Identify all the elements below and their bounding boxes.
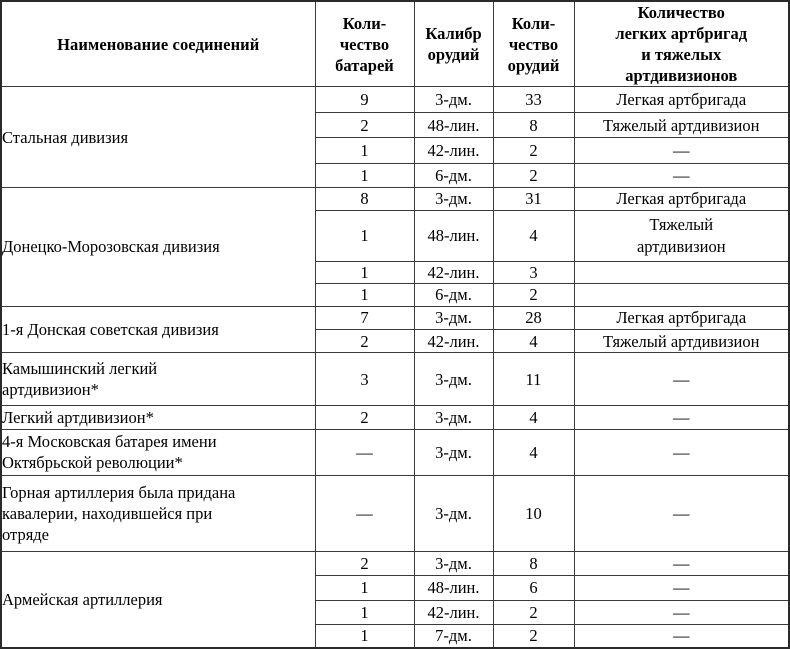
battery-count-cell: 2 [315, 329, 414, 352]
brigade-division-cell: Тяжелый артдивизион [574, 329, 789, 352]
formation-name-cell: 1-я Донская советская дивизия [1, 306, 315, 353]
table-row [1, 476, 789, 551]
column-header-gun-count [493, 1, 574, 87]
caliber-cell: 3-дм. [414, 306, 493, 329]
table-row [1, 406, 789, 429]
table-body [1, 87, 789, 648]
battery-count-cell: 1 [315, 624, 414, 648]
battery-count-cell: 1 [315, 600, 414, 624]
header-line-1: Количество [637, 3, 725, 22]
battery-count-cell: 2 [315, 551, 414, 575]
caliber-cell: 48-лин. [414, 210, 493, 261]
formation-name-cell: Донецко-Морозовская дивизия [1, 188, 315, 306]
brigade-division-cell: — [574, 624, 789, 648]
brigade-division-cell: Легкая артбригада [574, 306, 789, 329]
header-line-1: Калибр [425, 24, 482, 44]
gun-count-cell: 4 [493, 429, 574, 476]
battery-count-cell: 9 [315, 87, 414, 112]
gun-count-cell: 6 [493, 576, 574, 600]
gun-count-cell: 31 [493, 188, 574, 210]
caliber-cell: 3-дм. [414, 406, 493, 429]
formation-name-line: артдивизион* [2, 380, 99, 400]
table-row [1, 429, 789, 476]
header-line-2: легких артбригад [615, 24, 748, 44]
caliber-cell: 3-дм. [414, 188, 493, 210]
battery-count-cell: 1 [315, 576, 414, 600]
column-header-battery-count [315, 1, 414, 87]
caliber-cell: 3-дм. [414, 429, 493, 476]
caliber-cell: 6-дм. [414, 163, 493, 187]
brigade-division-cell: — [574, 353, 789, 406]
battery-count-cell: 1 [315, 138, 414, 163]
formation-name-line: Камышинский легкий [2, 359, 158, 379]
header-line-2: чество [508, 34, 559, 54]
battery-count-cell: — [315, 429, 414, 476]
column-header-formation-name: Наименование соединений [1, 1, 315, 87]
caliber-cell: 6-дм. [414, 284, 493, 306]
battery-count-cell: — [315, 476, 414, 551]
gun-count-cell: 2 [493, 138, 574, 163]
brigade-division-cell: — [574, 576, 789, 600]
brigade-division-cell: — [574, 600, 789, 624]
table-row [1, 551, 789, 575]
brigade-division-cell: Легкая артбригада [574, 188, 789, 210]
gun-count-cell: 28 [493, 306, 574, 329]
table-row [1, 87, 789, 112]
gun-count-cell: 2 [493, 284, 574, 306]
battery-count-cell: 1 [315, 163, 414, 187]
caliber-cell: 42-лин. [414, 138, 493, 163]
gun-count-cell: 33 [493, 87, 574, 112]
gun-count-cell: 4 [493, 210, 574, 261]
caliber-cell: 7-дм. [414, 624, 493, 648]
brigade-division-cell: — [574, 429, 789, 476]
formation-name-line: Октябрьской революции* [2, 453, 183, 473]
caliber-cell: 42-лин. [414, 600, 493, 624]
brigade-division-cell: — [574, 163, 789, 187]
battery-count-cell: 1 [315, 261, 414, 283]
gun-count-cell: 10 [493, 476, 574, 551]
caliber-cell: 3-дм. [414, 476, 493, 551]
gun-count-cell: 8 [493, 551, 574, 575]
brigade-division-cell [574, 210, 789, 261]
column-header-brigades-divisions [574, 1, 789, 87]
formation-name-cell [1, 353, 315, 406]
gun-count-cell: 8 [493, 112, 574, 137]
battery-count-cell: 1 [315, 284, 414, 306]
formation-name-line: кавалерии, находившейся при [2, 503, 213, 523]
brigade-division-cell [574, 284, 789, 306]
battery-count-cell: 2 [315, 112, 414, 137]
caliber-cell: 42-лин. [414, 261, 493, 283]
caliber-cell: 42-лин. [414, 329, 493, 352]
header-line-2: орудий [427, 45, 480, 65]
table-row [1, 306, 789, 329]
formation-name-line: 4-я Московская батарея имени [2, 432, 217, 452]
gun-count-cell: 2 [493, 600, 574, 624]
brigade-division-cell: — [574, 551, 789, 575]
caliber-cell: 3-дм. [414, 87, 493, 112]
gun-count-cell: 11 [493, 353, 574, 406]
formation-name-cell: Армейская артиллерия [1, 551, 315, 648]
header-line-3: и тяжелых [641, 45, 722, 65]
gun-count-cell: 4 [493, 406, 574, 429]
battery-count-cell: 3 [315, 353, 414, 406]
table-row [1, 188, 789, 210]
formation-name-cell: Легкий артдивизион* [1, 406, 315, 429]
brigade-division-cell: Легкая артбригада [574, 87, 789, 112]
brigade-division-cell: — [574, 406, 789, 429]
formation-name-cell: Стальная дивизия [1, 87, 315, 188]
caliber-cell: 3-дм. [414, 551, 493, 575]
header-row [1, 1, 789, 87]
header-line-1: Коли- [511, 13, 556, 33]
header-line-3: орудий [507, 55, 560, 75]
battery-count-cell: 7 [315, 306, 414, 329]
caliber-cell: 48-лин. [414, 112, 493, 137]
brigade-division-cell: — [574, 138, 789, 163]
battery-count-cell: 2 [315, 406, 414, 429]
caliber-cell: 3-дм. [414, 353, 493, 406]
formation-name-line: отряде [2, 525, 50, 545]
gun-count-cell: 3 [493, 261, 574, 283]
formation-name-line: Горная артиллерия была придана [2, 482, 236, 502]
brigade-line: Тяжелый [649, 215, 714, 235]
battery-count-cell: 1 [315, 210, 414, 261]
gun-count-cell: 2 [493, 163, 574, 187]
header-line-4: артдивизионов [625, 66, 738, 86]
header-line-2: чество [339, 34, 390, 54]
caliber-cell: 48-лин. [414, 576, 493, 600]
gun-count-cell: 4 [493, 329, 574, 352]
battery-count-cell: 8 [315, 188, 414, 210]
formation-name-cell [1, 429, 315, 476]
brigade-line: артдивизион [636, 236, 726, 256]
table-header [1, 1, 789, 87]
column-header-caliber [414, 1, 493, 87]
table-row [1, 353, 789, 406]
brigade-division-cell: — [574, 476, 789, 551]
header-line-3: батарей [335, 55, 394, 75]
gun-count-cell: 2 [493, 624, 574, 648]
header-line-1: Коли- [342, 13, 387, 33]
formation-name-cell [1, 476, 315, 551]
brigade-division-cell [574, 261, 789, 283]
brigade-division-cell: Тяжелый артдивизион [574, 112, 789, 137]
